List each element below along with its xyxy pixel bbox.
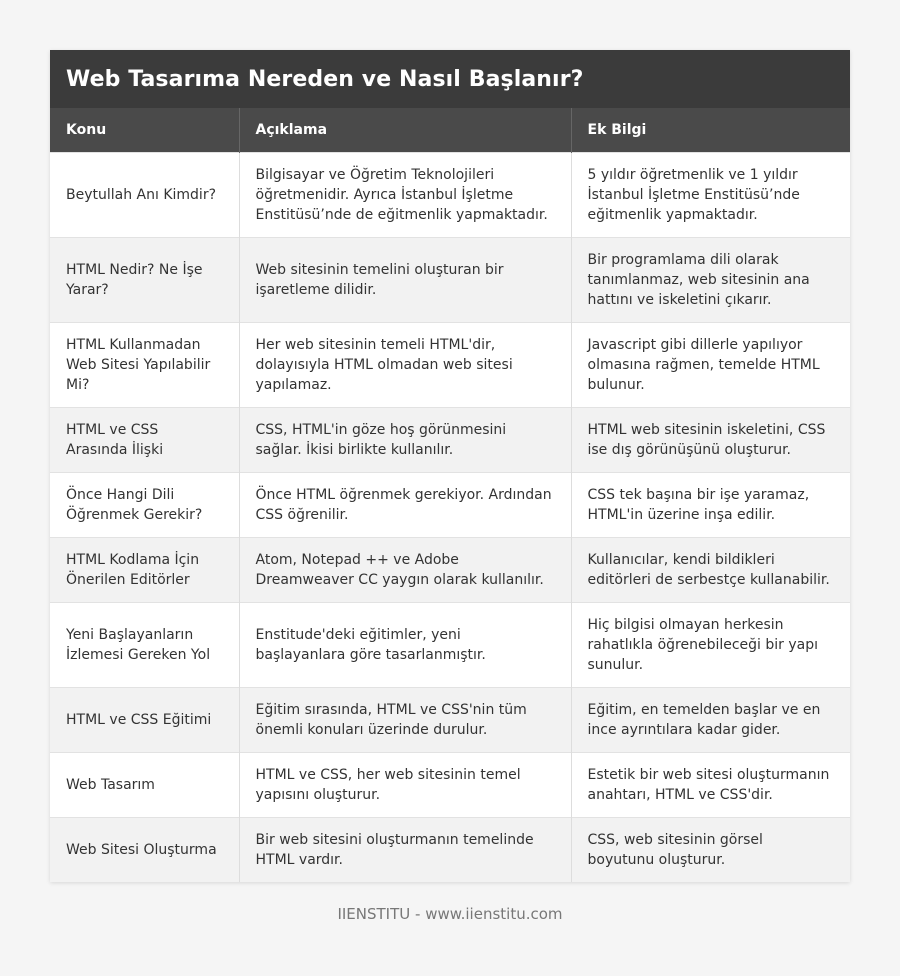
column-header-konu: Konu (50, 108, 239, 153)
cell-extra-info: 5 yıldır öğretmenlik ve 1 yıldır İstanbul İşletme Enstitüsü’nde eğitmenlik yapmaktadır. (571, 153, 850, 238)
cell-description: Bir web sitesini oluşturmanın temelinde HTML vardır. (239, 818, 571, 883)
cell-description: Web sitesinin temelini oluşturan bir işaretleme dilidir. (239, 238, 571, 323)
cell-topic: HTML Kullanmadan Web Sitesi Yapılabilir Mi? (50, 323, 239, 408)
cell-description: Atom, Notepad ++ ve Adobe Dreamweaver CC yaygın olarak kullanılır. (239, 538, 571, 603)
cell-topic: Web Tasarım (50, 753, 239, 818)
header-row (50, 108, 850, 153)
cell-topic: Yeni Başlayanların İzlemesi Gereken Yol (50, 603, 239, 688)
cell-topic: HTML Kodlama İçin Önerilen Editörler (50, 538, 239, 603)
cell-extra-info: Hiç bilgisi olmayan herkesin rahatlıkla öğrenebileceği bir yapı sunulur. (571, 603, 850, 688)
cell-topic: Web Sitesi Oluşturma (50, 818, 239, 883)
cell-description: Eğitim sırasında, HTML ve CSS'nin tüm önemli konuları üzerinde durulur. (239, 688, 571, 753)
info-table (50, 108, 850, 882)
table-row (50, 153, 850, 238)
cell-topic: Önce Hangi Dili Öğrenmek Gerekir? (50, 473, 239, 538)
cell-extra-info: CSS, web sitesinin görsel boyutunu oluşturur. (571, 818, 850, 883)
cell-topic: HTML Nedir? Ne İşe Yarar? (50, 238, 239, 323)
table-row (50, 753, 850, 818)
table-row (50, 473, 850, 538)
table-row (50, 603, 850, 688)
column-header-ek-bilgi: Ek Bilgi (571, 108, 850, 153)
table-row (50, 323, 850, 408)
table-row (50, 408, 850, 473)
table-card (50, 50, 850, 882)
cell-extra-info: Kullanıcılar, kendi bildikleri editörleri de serbestçe kullanabilir. (571, 538, 850, 603)
footer-credit: IIENSTITU - www.iienstitu.com (337, 905, 563, 923)
cell-description: HTML ve CSS, her web sitesinin temel yapısını oluşturur. (239, 753, 571, 818)
cell-extra-info: HTML web sitesinin iskeletini, CSS ise dış görünüşünü oluşturur. (571, 408, 850, 473)
cell-description: Bilgisayar ve Öğretim Teknolojileri öğretmenidir. Ayrıca İstanbul İşletme Enstitüsü’nde de eğitmenlik yapmaktadır. (239, 153, 571, 238)
cell-description: Her web sitesinin temeli HTML'dir, dolayısıyla HTML olmadan web sitesi yapılamaz. (239, 323, 571, 408)
cell-extra-info: CSS tek başına bir işe yaramaz, HTML'in üzerine inşa edilir. (571, 473, 850, 538)
cell-topic: Beytullah Anı Kimdir? (50, 153, 239, 238)
table-row (50, 688, 850, 753)
cell-extra-info: Eğitim, en temelden başlar ve en ince ayrıntılara kadar gider. (571, 688, 850, 753)
cell-description: Önce HTML öğrenmek gerekiyor. Ardından CSS öğrenilir. (239, 473, 571, 538)
cell-topic: HTML ve CSS Arasında İlişki (50, 408, 239, 473)
cell-extra-info: Javascript gibi dillerle yapılıyor olmasına rağmen, temelde HTML bulunur. (571, 323, 850, 408)
table-row (50, 238, 850, 323)
cell-topic: HTML ve CSS Eğitimi (50, 688, 239, 753)
cell-extra-info: Estetik bir web sitesi oluşturmanın anahtarı, HTML ve CSS'dir. (571, 753, 850, 818)
cell-description: CSS, HTML'in göze hoş görünmesini sağlar. İkisi birlikte kullanılır. (239, 408, 571, 473)
column-header-aciklama: Açıklama (239, 108, 571, 153)
table-title: Web Tasarıma Nereden ve Nasıl Başlanır? (50, 50, 850, 108)
cell-description: Enstitude'deki eğitimler, yeni başlayanlara göre tasarlanmıştır. (239, 603, 571, 688)
cell-extra-info: Bir programlama dili olarak tanımlanmaz, web sitesinin ana hattını ve iskeletini çıkarır. (571, 238, 850, 323)
table-row (50, 538, 850, 603)
table-row (50, 818, 850, 883)
